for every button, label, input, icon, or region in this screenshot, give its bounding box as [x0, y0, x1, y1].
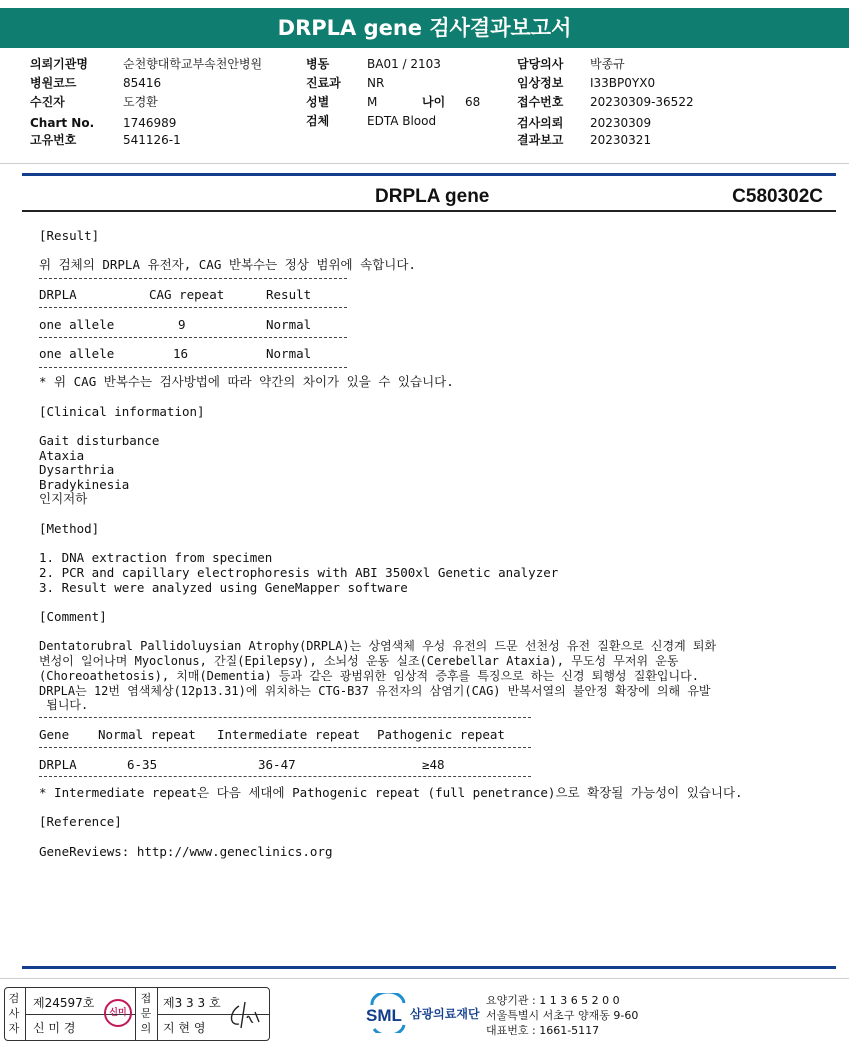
result-row1-cag: 9	[178, 317, 186, 332]
result-header-result: Result	[266, 287, 312, 302]
comment-line: DRPLA는 12번 염색체상(12p13.31)에 위치하는 CTG-B37 유전자의 삼염기(CAG) 반복서열의 불안정 확장에 의해 유발	[39, 684, 711, 698]
method-item: 2. PCR and capillary electrophoresis with ABI 3500xl Genetic analyzer	[39, 565, 559, 580]
clinical-item: Gait disturbance	[39, 433, 160, 448]
result-row2-allele: one allele	[39, 346, 115, 361]
label-ward: 병동	[306, 57, 330, 71]
value-age: 68	[465, 95, 481, 109]
table-dash	[39, 717, 531, 718]
label-dept: 진료과	[306, 76, 341, 90]
value-hospital-code: 85416	[123, 76, 162, 90]
label-receipt-no: 접수번호	[517, 95, 564, 109]
value-request-date: 20230309	[590, 116, 652, 130]
label-specimen: 검체	[306, 114, 330, 128]
report-title: DRPLA gene 검사결과보고서	[277, 16, 572, 40]
divider	[0, 163, 849, 164]
value-unique-no: 541126-1	[123, 133, 181, 147]
method-item: 1. DNA extraction from specimen	[39, 550, 273, 565]
clinical-item: Bradykinesia	[39, 476, 130, 492]
clinical-item: Ataxia	[39, 447, 85, 463]
heading-underline	[22, 210, 836, 212]
label-patient: 수진자	[30, 95, 65, 109]
comment-row-pathogenic: ≥48	[422, 757, 445, 772]
pathologist-license: 제3 3 3 호	[163, 996, 221, 1010]
table-dash	[39, 278, 347, 279]
table-dash	[39, 747, 531, 748]
divider	[0, 978, 849, 979]
comment-header-intermediate: Intermediate repeat	[217, 727, 360, 742]
comment-line: Dentatorubral Pallidoluysian Atrophy(DRPLA)는 상염색체 우성 유전의 드문 선천성 유전 질환으로 신경계 퇴화	[39, 639, 717, 653]
result-note: * 위 CAG 반복수는 검사방법에 따라 약간의 차이가 있을 수 있습니다.	[39, 374, 454, 389]
label-chart-no: Chart No.	[30, 116, 95, 130]
comment-row-intermediate: 36-47	[258, 757, 296, 772]
label-report-date: 결과보고	[517, 133, 564, 147]
label-request-date: 검사의뢰	[517, 116, 564, 130]
table-dash	[39, 337, 347, 338]
result-row2-result: Normal	[266, 346, 312, 361]
value-doctor: 박종규	[590, 57, 625, 71]
clinical-item: 인지저하	[39, 491, 88, 506]
comment-note: * Intermediate repeat은 다음 세대에 Pathogenic repeat (full penetrance)으로 확장될 가능성이 있습니다.	[39, 785, 743, 800]
result-header-gene: DRPLA	[39, 287, 77, 302]
test-code: C580302C	[732, 186, 823, 207]
table-dash	[39, 776, 531, 777]
clinical-item: Dysarthria	[39, 462, 115, 477]
label-clinical-info: 임상정보	[517, 76, 564, 90]
comment-header-pathogenic: Pathogenic repeat	[377, 727, 505, 742]
value-patient: 도경환	[123, 95, 158, 109]
comment-row-gene: DRPLA	[39, 757, 77, 772]
comment-heading: [Comment]	[39, 609, 107, 624]
value-report-date: 20230321	[590, 133, 652, 147]
label-org: 의뢰기관명	[30, 57, 88, 71]
comment-line: 변성이 일어나며 Myoclonus, 간질(Epilepsy), 소뇌성 운동 실조(Cerebellar Ataxia), 무도성 무저위 운동	[39, 654, 679, 668]
sml-logo	[366, 993, 410, 1037]
label-sex: 성별	[306, 95, 330, 109]
method-item: 3. Result were analyzed using GeneMapper software	[39, 580, 408, 595]
value-clinical-info: I33BP0YX0	[590, 76, 656, 90]
comment-line: 됩니다.	[39, 698, 89, 712]
value-sex: M	[367, 95, 378, 109]
org-name: 삼광의료재단	[410, 1007, 480, 1021]
result-row2-cag: 16	[173, 346, 189, 361]
table-dash	[39, 367, 347, 368]
label-doctor: 담당의사	[517, 57, 564, 71]
svg-text:SML: SML	[366, 1006, 402, 1025]
examiner-seal: 신미	[104, 999, 132, 1027]
value-ward: BA01 / 2103	[367, 57, 441, 71]
pathologist-name: 지 현 영	[163, 1021, 206, 1035]
result-header-cag: CAG repeat	[149, 287, 225, 302]
test-name: DRPLA gene	[375, 186, 490, 207]
value-specimen: EDTA Blood	[367, 114, 437, 128]
result-summary: 위 검체의 DRPLA 유전자, CAG 반복수는 정상 범위에 속합니다.	[39, 257, 416, 272]
comment-row-normal: 6-35	[127, 757, 158, 772]
comment-header-gene: Gene	[39, 727, 70, 742]
org-address: 요양기관 : 1 1 3 6 5 2 0 0 서울특별시 서초구 양재동 9-60 대표번호 : 1661-5117	[486, 994, 639, 1037]
value-chart-no: 1746989	[123, 116, 177, 130]
value-receipt-no: 20230309-36522	[590, 95, 694, 109]
blue-rule-bottom	[22, 966, 836, 969]
examiner-license: 제24597호	[33, 996, 95, 1010]
examiner-label: 검 사 자	[8, 992, 20, 1035]
examiner-name: 신 미 경	[33, 1021, 76, 1035]
label-hospital-code: 병원코드	[30, 76, 77, 90]
table-dash	[39, 307, 347, 308]
result-heading: [Result]	[39, 228, 100, 243]
value-dept: NR	[367, 76, 385, 90]
label-unique-no: 고유번호	[30, 133, 77, 147]
result-row1-allele: one allele	[39, 317, 115, 332]
clinical-heading: [Clinical information]	[39, 404, 205, 419]
label-age: 나이	[422, 95, 446, 109]
blue-rule-top	[22, 173, 836, 176]
reference-heading: [Reference]	[39, 814, 122, 829]
value-org: 순천향대학교부속천안병원	[123, 57, 263, 71]
report-title-bar	[0, 8, 849, 48]
comment-header-normal: Normal repeat	[98, 727, 196, 742]
comment-line: (Choreoathetosis), 치매(Dementia) 등과 같은 광범위한 임상적 증후를 특징으로 하는 신경 퇴행성 질환입니다.	[39, 669, 699, 683]
reference-text: GeneReviews: http://www.geneclinics.org	[39, 844, 333, 859]
signature-mark	[225, 998, 265, 1032]
pathologist-label: 접 문 의	[140, 992, 152, 1035]
signature-box	[4, 987, 270, 1041]
method-heading: [Method]	[39, 521, 100, 536]
result-row1-result: Normal	[266, 317, 312, 332]
